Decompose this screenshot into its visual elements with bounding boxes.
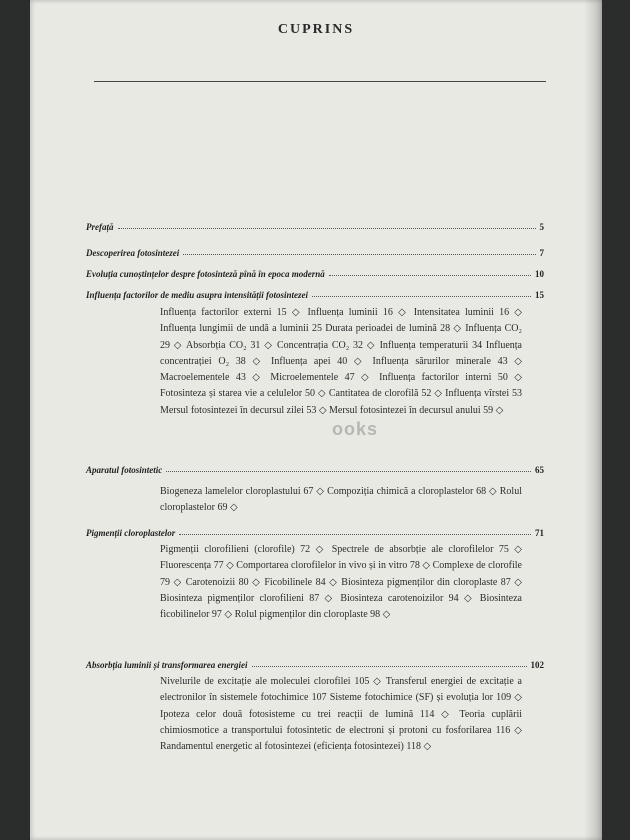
- toc-entry-title: Absorbția luminii și transformarea energiei: [86, 660, 248, 670]
- toc-entry-page: 5: [539, 222, 544, 232]
- toc-entry-page: 15: [535, 290, 544, 300]
- toc-entry-page: 102: [530, 660, 544, 670]
- page-edge-shadow: [584, 0, 602, 840]
- toc-entry-evolutia: [86, 265, 544, 279]
- page-title: CUPRINS: [277, 22, 355, 37]
- dot-leader: [312, 296, 531, 297]
- toc-entry-influenta-factorilor: [86, 286, 544, 300]
- toc-entry-title: Influența factorilor de mediu asupra intensității fotosintezei: [86, 290, 309, 300]
- toc-subentries-absorbtia: Nivelurile de excitație ale moleculei clorofilei 105 ◇ Transferul energiei de excitație a electronilor în sistemele fotochimice 107 Sisteme fotochimice (SF) și evoluția lor 109 ◇ Ipoteza celor două fotosisteme cu trei reacții de lumină 114 ◇ Teoria cuplării chimiosmotice a transportului fotosintetic de electroni și protoni cu fosforilarea 116 ◇ Randamentul energetic al fotosintezei (eficiența fotosintezei) 118 ◇: [160, 676, 522, 753]
- toc-entry-title: Pigmenții cloroplastelor: [86, 528, 176, 538]
- dot-leader: [183, 254, 535, 255]
- dot-leader: [118, 228, 536, 229]
- toc-subentries-pigmentii: Pigmenții clorofilieni (clorofile) 72 ◇ Spectrele de absorbție ale clorofilelor 75 ◇ Fluorescența 77 ◇ Comportarea clorofilelor in vivo și in vitro 78 ◇ Complexe de clorofile 79 ◇ Carotenoizii 80 ◇ Ficobilinele 84 ◇ Biosinteza pigmenților din cloroplaste 87 ◇ Biosinteza pigmenților clorofilieni 87 ◇ Biosinteza carotenoizilor 94 ◇ Biosinteza ficobilinelor 97 ◇ Rolul pigmenților din cloroplaste 98 ◇: [160, 544, 522, 621]
- toc-entry-absorbtia: [86, 656, 544, 670]
- toc-subentries-aparatul: Biogeneza lamelelor cloroplastului 67 ◇ Compoziția chimică a cloroplastelor 68 ◇ Rolul cloroplastelor 69 ◇: [160, 486, 522, 514]
- toc-entry-page: 71: [535, 528, 544, 538]
- watermark-logo: ooks: [331, 418, 378, 439]
- toc-entry-page: 7: [539, 248, 544, 258]
- toc-entry-page: 65: [535, 465, 544, 475]
- dot-leader: [329, 275, 531, 276]
- toc-entry-title: Prefață: [86, 222, 114, 232]
- toc-entry-descoperirea: [86, 244, 544, 258]
- title-rule: [94, 81, 546, 82]
- toc-entry-title: Evoluția cunoștințelor despre fotosinteză pînă în epoca modernă: [86, 269, 325, 279]
- dot-leader: [179, 534, 531, 535]
- toc-entry-title: Aparatul fotosintetic: [86, 465, 163, 475]
- toc-entry-title: Descoperirea fotosintezei: [86, 248, 180, 258]
- toc-entry-page: 10: [535, 269, 544, 279]
- toc-subentries-influenta: Influența factorilor externi 15 ◇ Influența luminii 16 ◇ Intensitatea luminii 16 ◇ Influența lungimii de undă a luminii 25 Durata perioadei de lumină 28 ◇ Influența CO₂ 29 ◇ Absorbția CO₂ 31 ◇ Concentrația CO₂ 32 ◇ Influența temperaturii 34 Influența concentrației O₂ 38 ◇ Influența apei 40 ◇ Influența sărurilor minerale 43 ◇ Macroelementele 43 ◇ Microelementele 47 ◇ Influența factorilor interni 50 ◇ Fotosinteza și starea vie a celulelor 50 ◇ Cantitatea de clorofilă 52 ◇ Influența vîrstei 53 Mersul fotosintezei în decursul zilei 53 ◇ Mersul fotosintezei în decursul anului 59 ◇: [160, 307, 522, 416]
- toc-entry-aparatul: [86, 461, 544, 475]
- toc-entry-pigmentii: [86, 524, 544, 538]
- dot-leader: [252, 666, 527, 667]
- toc-entry-prefata: [86, 218, 544, 232]
- book-page: [30, 0, 602, 840]
- dot-leader: [166, 471, 531, 472]
